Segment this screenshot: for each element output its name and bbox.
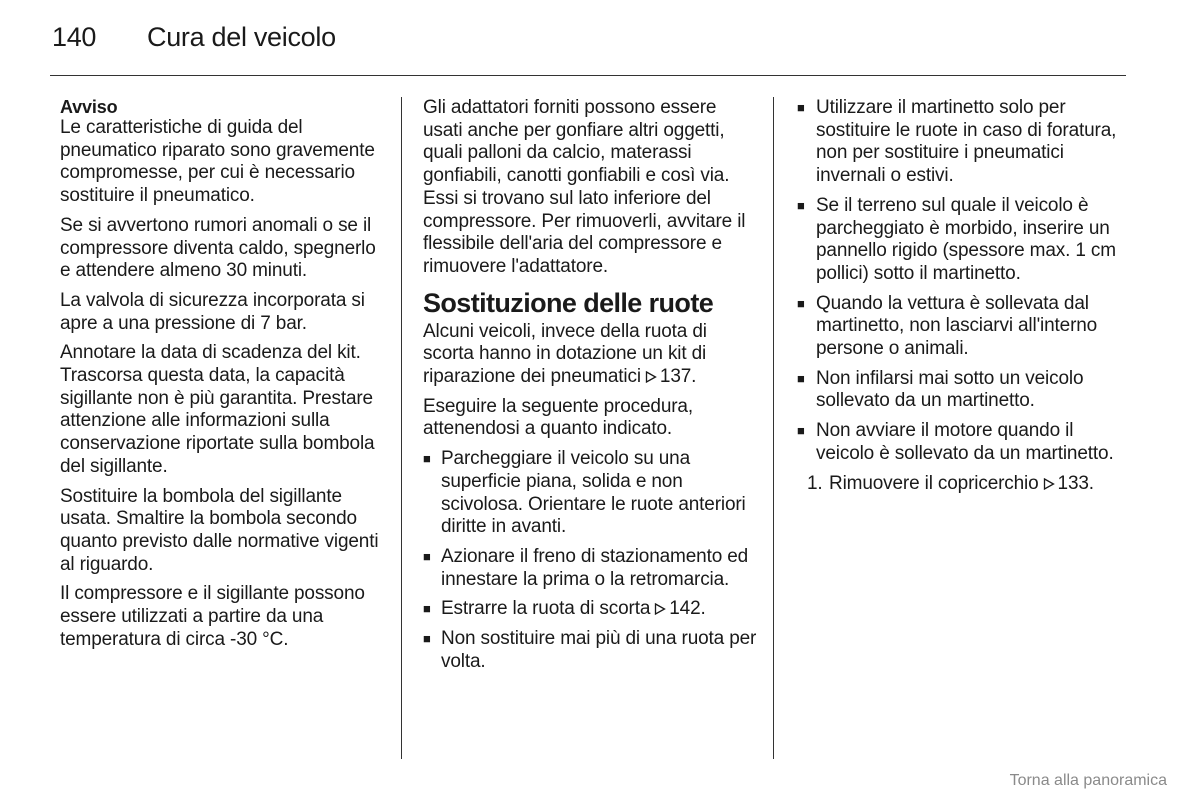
paragraph-repair-kit bbox=[423, 321, 758, 389]
paragraph-expiry: Annotare la data di scadenza del kit. Trascorsa questa data, la capacità sigillante non è più garantita. Prestare attenzione alle informazioni sulla conservazione riportate sulla bombola del sigillante. bbox=[60, 342, 375, 477]
paragraph-adapters: Gli adattatori forniti possono essere usati anche per gonfiare altri oggetti, quali palloni da calcio, materassi gonfiabili, canotti gonfiabili e così via. Essi si trovano sul lato inferiore del compressore. Per rimuoverli, avvitare il flessibile dell'aria del compressore e rimuovere l'adattatore. bbox=[423, 97, 746, 277]
xref-link-133[interactable]: 133. bbox=[1057, 472, 1094, 494]
square-bullet-icon: ■ bbox=[423, 631, 431, 647]
list-item-text-body: Estrarre la ruota di scorta bbox=[441, 598, 651, 620]
square-bullet-icon: ■ bbox=[797, 370, 805, 386]
step-number: 1. bbox=[807, 472, 823, 494]
list-item-text: Non sostituire mai più di una ruota per volta. bbox=[441, 628, 757, 672]
column-divider-right bbox=[773, 97, 774, 759]
list-item bbox=[423, 448, 758, 539]
list-item-text: Quando la vettura è sollevata dal martinetto, non lasciarvi all'interno persone o animali. bbox=[816, 292, 1098, 360]
square-bullet-icon: ■ bbox=[797, 197, 805, 213]
column-left bbox=[60, 97, 385, 658]
list-item bbox=[797, 97, 1127, 188]
square-bullet-icon: ■ bbox=[423, 451, 431, 467]
paragraph-noise: Se si avvertono rumori anomali o se il compressore diventa caldo, spegnerlo e attendere almeno 30 minuti. bbox=[60, 214, 376, 282]
warning-box bbox=[60, 97, 385, 208]
square-bullet-icon: ■ bbox=[797, 100, 805, 115]
square-bullet-icon: ■ bbox=[797, 295, 805, 311]
list-item-text: Non avviare il motore quando il veicolo è sollevato da un martinetto. bbox=[816, 420, 1114, 464]
paragraph-temperature: Il compressore e il sigillante possono essere utilizzati a partire da una temperatura di circa -30 °C. bbox=[60, 583, 365, 650]
list-item bbox=[797, 195, 1127, 286]
list-item-text bbox=[441, 598, 706, 621]
list-item bbox=[423, 546, 758, 591]
list-item-text: Utilizzare il martinetto solo per sostituire le ruote in caso di foratura, non per sostituire i pneumatici invernali o estivi. bbox=[816, 97, 1117, 187]
warning-title: Avviso bbox=[60, 97, 118, 117]
square-bullet-icon: ■ bbox=[797, 423, 805, 439]
list-item bbox=[797, 293, 1127, 361]
column-right bbox=[797, 97, 1127, 502]
list-item bbox=[423, 628, 758, 673]
back-to-overview-link[interactable]: Torna alla panoramica bbox=[1009, 772, 1167, 789]
square-bullet-icon: ■ bbox=[423, 548, 431, 564]
paragraph-repair-kit-text: Alcuni veicoli, invece della ruota di scorta hanno in dotazione un kit di riparazione dei pneumatici bbox=[423, 320, 707, 388]
page-header bbox=[52, 22, 336, 53]
paragraph-replace-bottle: Sostituire la bombola del sigillante usata. Smaltire la bombola secondo quanto previsto dalle normative vigenti al riguardo. bbox=[60, 485, 379, 575]
page-title: Cura del veicolo bbox=[147, 22, 336, 52]
paragraph-procedure: Eseguire la seguente procedura, attenendosi a quanto indicato. bbox=[423, 395, 693, 440]
paragraph-safety-valve: La valvola di sicurezza incorporata si apre a una pressione di 7 bar. bbox=[60, 289, 365, 334]
triangle-arrow-icon bbox=[1043, 478, 1055, 490]
triangle-arrow-icon bbox=[645, 371, 657, 383]
list-item-text: Parcheggiare il veicolo su una superficie piana, solida e non scivolosa. Orientare le ruote anteriori diritte in avanti. bbox=[441, 448, 746, 538]
header-divider bbox=[50, 75, 1126, 76]
section-heading: Sostituzione delle ruote bbox=[423, 287, 714, 318]
page-number: 140 bbox=[52, 22, 97, 52]
xref-link-142[interactable]: 142. bbox=[669, 598, 706, 620]
step-text-body: Rimuovere il copricerchio bbox=[829, 472, 1039, 494]
list-item bbox=[423, 598, 758, 621]
warning-text: Le caratteristiche di guida del pneumatico riparato sono gravemente compromesse, per cui è necessario sostituire il pneumatico. bbox=[60, 117, 375, 207]
triangle-arrow-icon bbox=[654, 603, 666, 615]
list-item-text: Se il terreno sul quale il veicolo è parcheggiato è morbido, inserire un pannello rigido (spessore max. 1 cm pollici) sotto il martinetto. bbox=[816, 194, 1116, 284]
list-item-text: Azionare il freno di stazionamento ed innestare la prima o la retromarcia. bbox=[441, 545, 749, 590]
list-item-text: Non infilarsi mai sotto un veicolo sollevato da un martinetto. bbox=[816, 367, 1084, 412]
list-item bbox=[797, 368, 1127, 413]
numbered-step bbox=[807, 473, 1127, 496]
square-bullet-icon: ■ bbox=[423, 601, 431, 617]
column-middle bbox=[423, 97, 758, 680]
xref-link-137[interactable]: 137. bbox=[659, 366, 697, 388]
list-item bbox=[797, 420, 1127, 465]
column-divider-left bbox=[401, 97, 402, 759]
step-text bbox=[829, 473, 1094, 496]
